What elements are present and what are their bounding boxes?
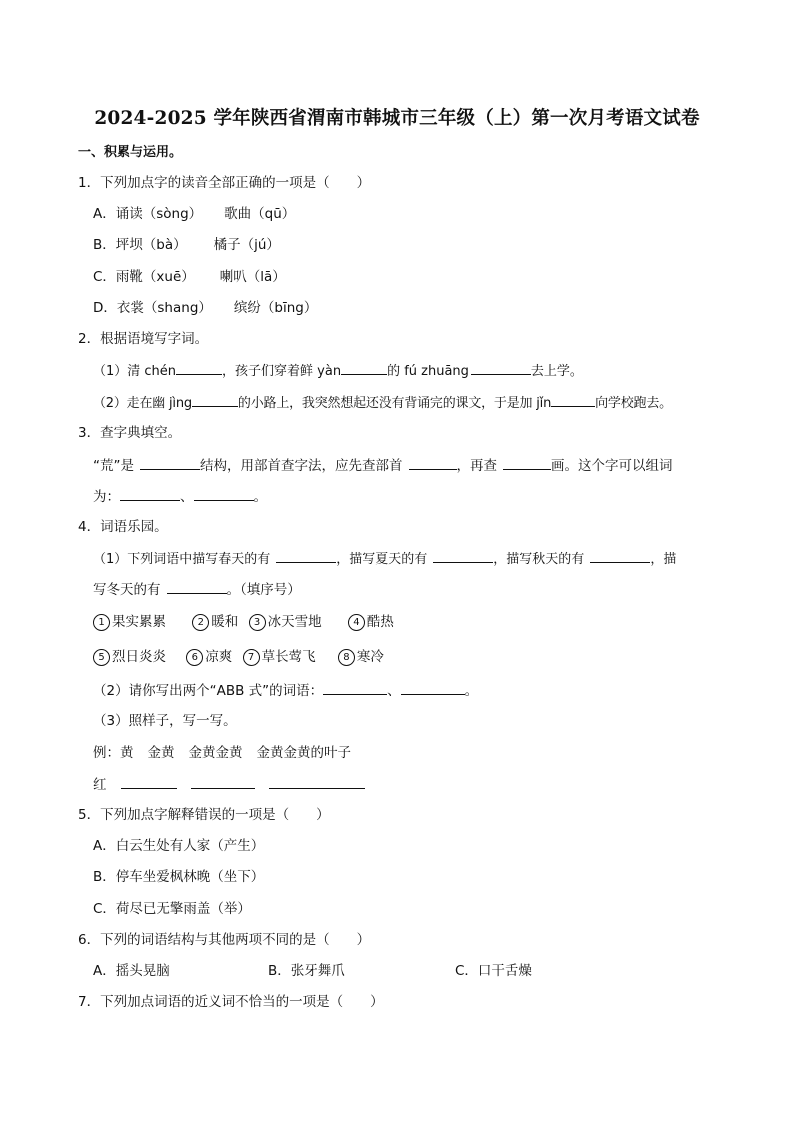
- word-text: 冰天雪地: [267, 614, 322, 630]
- circled-number: 5: [93, 649, 110, 666]
- word-item: [93, 649, 166, 665]
- answer-blank[interactable]: [167, 580, 227, 594]
- q1-option-d-part1: D．衣裳（shang）: [93, 300, 212, 316]
- circled-number: 8: [338, 649, 355, 666]
- circled-number: 7: [243, 649, 260, 666]
- example-text-1: 例：黄: [93, 745, 134, 761]
- q4-p2-text-2: 、: [387, 683, 401, 699]
- answer-blank[interactable]: [191, 775, 255, 789]
- q5-option-b: B．停车坐爱枫林晚（坐下）: [93, 869, 265, 885]
- word-text: 寒冷: [356, 649, 384, 665]
- q5-option-a: A．白云生处有人家（产生）: [93, 838, 265, 854]
- answer-blank[interactable]: [590, 549, 650, 563]
- word-item: [243, 649, 316, 665]
- q3-l2-text-1: 为：: [93, 489, 120, 505]
- q4-part2: [93, 681, 478, 700]
- q4-p2-text-1: （2）请你写出两个“ABB 式”的词语：: [93, 683, 324, 699]
- answer-blank[interactable]: [176, 361, 222, 375]
- question-6-stem: 6．下列的词语结构与其他两项不同的是（ ）: [78, 932, 371, 948]
- question-5-stem: 5．下列加点字解释错误的一项是（ ）: [78, 807, 330, 823]
- q1-option-c-part2: 喇叭（lā）: [219, 269, 286, 285]
- q3-l1-text-3: ，再查: [456, 458, 497, 474]
- word-item: [93, 614, 166, 630]
- q4-p1-text-4: ，描: [650, 552, 677, 567]
- answer-blank[interactable]: [120, 487, 180, 501]
- q1-option-a: [93, 205, 295, 223]
- word-text: 凉爽: [205, 649, 233, 665]
- q4-word-row-2: [93, 648, 384, 666]
- q4-p1-text-2: ，描写夏天的有: [336, 552, 428, 567]
- q6-option-b: B．张牙舞爪: [268, 963, 345, 979]
- q4-part1-line1: [93, 549, 676, 569]
- q1-option-c: [93, 268, 286, 286]
- q6-option-c: C．口干舌燥: [455, 963, 532, 979]
- q4-red-row: [93, 775, 365, 794]
- q4-p1b-text-2: 。（填序号）: [226, 582, 301, 598]
- answer-blank[interactable]: [192, 393, 238, 407]
- answer-blank[interactable]: [140, 456, 200, 470]
- q4-part1-line2: [93, 580, 301, 599]
- q5-option-c: C．荷尽已无擎雨盖（举）: [93, 901, 251, 917]
- circled-number: 1: [93, 614, 110, 631]
- section-heading: 一、积累与运用。: [78, 145, 183, 160]
- q4-p1b-text-1: 写冬天的有: [93, 582, 161, 598]
- q1-option-d: [93, 299, 317, 317]
- circled-number: 4: [348, 614, 365, 631]
- answer-blank[interactable]: [269, 775, 365, 789]
- example-text-3: 金黄金黄: [188, 745, 243, 761]
- circled-number: 3: [249, 614, 266, 631]
- q4-example: [93, 744, 351, 762]
- q3-line-2: [93, 487, 267, 506]
- q4-word-row-1: [93, 613, 394, 631]
- word-text: 果实累累: [112, 614, 166, 630]
- q2-s1-text-2: ，孩子们穿着鲜 yàn: [222, 364, 342, 379]
- circled-number: 6: [186, 649, 203, 666]
- example-text-2: 金黄: [147, 745, 175, 761]
- word-item: [186, 649, 232, 665]
- answer-blank[interactable]: [433, 549, 493, 563]
- q1-option-b-part1: B．坪坝（bà）: [93, 237, 187, 253]
- q3-l1-text-4: 画。这个字可以组词: [551, 458, 673, 474]
- q2-sentence-2: [93, 393, 672, 413]
- question-1-stem: 1．下列加点字的读音全部正确的一项是（ ）: [78, 175, 371, 191]
- q3-l2-text-2: 、: [180, 489, 194, 505]
- answer-blank[interactable]: [409, 456, 457, 470]
- q1-option-b: [93, 236, 280, 254]
- question-2-stem: 2．根据语境写字词。: [78, 331, 209, 347]
- answer-blank[interactable]: [276, 549, 336, 563]
- question-7-stem: 7．下列加点词语的近义词不恰当的一项是（ ）: [78, 994, 384, 1010]
- q4-p1-text-1: （1）下列词语中描写春天的有: [93, 552, 271, 567]
- q1-option-b-part2: 橘子（jú）: [213, 237, 280, 253]
- question-3-stem: 3．查字典填空。: [78, 425, 182, 441]
- answer-blank[interactable]: [341, 361, 387, 375]
- q4-part3: （3）照样子，写一写。: [93, 713, 237, 729]
- q3-l1-text-2: 结构，用部首查字法，应先查部首: [200, 458, 403, 474]
- q2-sentence-1: [93, 361, 583, 381]
- q3-l1-text-1: “荒”是: [93, 458, 134, 474]
- word-text: 烈日炎炎: [112, 649, 166, 665]
- word-text: 草长莺飞: [261, 649, 316, 665]
- question-4-stem: 4．词语乐园。: [78, 519, 168, 535]
- q6-option-a: A．摇头晃脑: [93, 963, 170, 979]
- word-item: [338, 649, 384, 665]
- q4-p1-text-3: ，描写秋天的有: [493, 552, 585, 567]
- answer-blank[interactable]: [551, 393, 595, 407]
- answer-blank[interactable]: [194, 487, 254, 501]
- q2-s1-text-1: （1）清 chén: [93, 364, 177, 379]
- red-char: 红: [93, 777, 107, 793]
- q3-l2-text-3: 。: [253, 489, 267, 505]
- example-text-4: 金黄金黄的叶子: [256, 745, 351, 761]
- q2-s2-text-1: （2）走在幽 jìng: [93, 396, 192, 411]
- q1-option-d-part2: 缤纷（bīng）: [233, 300, 318, 316]
- q4-p2-text-3: 。: [464, 683, 479, 699]
- answer-blank[interactable]: [401, 681, 465, 695]
- word-item: [249, 614, 322, 630]
- answer-blank[interactable]: [503, 456, 551, 470]
- q3-line-1: [93, 456, 673, 475]
- word-text: 暖和: [211, 614, 239, 630]
- q2-s2-text-2: 的小路上，我突然想起还没有背诵完的课文，于是加 jǐn: [237, 396, 552, 411]
- q2-s1-text-3: 的 fú zhuāng: [387, 364, 469, 379]
- word-text: 酷热: [366, 614, 394, 630]
- q1-option-c-part1: C．雨靴（xuē）: [93, 269, 195, 285]
- q1-option-a-part1: A．诵读（sòng）: [93, 206, 203, 222]
- page-title: 2024-2025 学年陕西省渭南市韩城市三年级（上）第一次月考语文试卷: [94, 108, 700, 129]
- q2-s2-text-3: 向学校跑去。: [595, 396, 672, 411]
- answer-blank[interactable]: [121, 775, 177, 789]
- q2-s1-text-4: 去上学。: [530, 364, 583, 379]
- word-item: [348, 614, 394, 630]
- q1-option-a-part2: 歌曲（qū）: [224, 206, 296, 222]
- answer-blank[interactable]: [471, 361, 531, 375]
- circled-number: 2: [192, 614, 209, 631]
- answer-blank[interactable]: [323, 681, 387, 695]
- word-item: [192, 614, 238, 630]
